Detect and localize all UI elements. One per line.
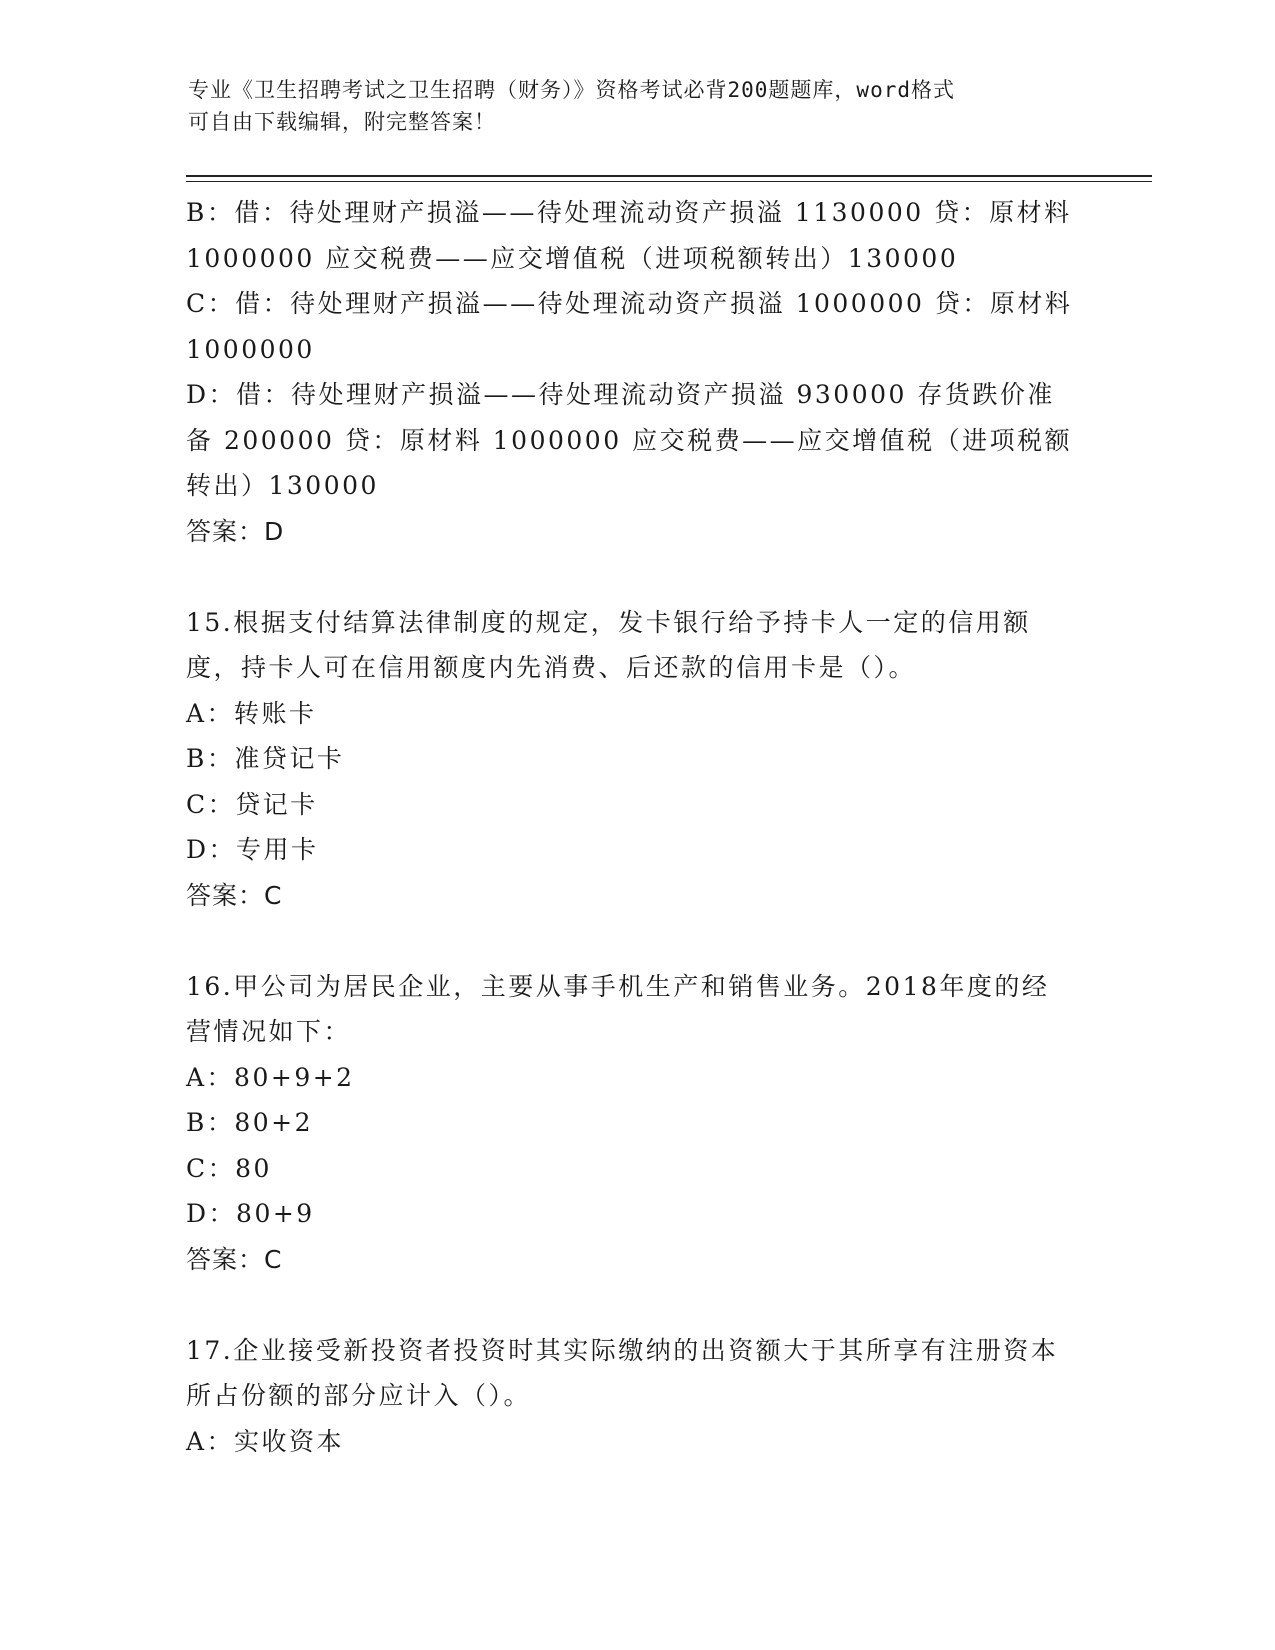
option-b: B：80+2 bbox=[186, 1108, 314, 1137]
question-stem: 15.根据支付结算法律制度的规定，发卡银行给予持卡人一定的信用额度，持卡人可在信用额度内先消费、后还款的信用卡是（）。 bbox=[186, 607, 1031, 682]
option-d: D：借：待处理财产损溢——待处理流动资产损溢 930000 存货跌价准备 200000 贷：原材料 1000000 应交税费——应交增值税（进项税额转出）130000 bbox=[186, 380, 1073, 500]
answer: 答案：C bbox=[186, 1244, 283, 1274]
answer: 答案：C bbox=[186, 880, 283, 910]
option-c: C：80 bbox=[186, 1153, 272, 1183]
option-c: C：贷记卡 bbox=[186, 789, 318, 819]
answer: 答案：D bbox=[186, 516, 285, 546]
option-b: B：准贷记卡 bbox=[186, 744, 345, 773]
option-a: A：转账卡 bbox=[186, 698, 317, 728]
spacer bbox=[186, 1282, 1076, 1328]
question-16 bbox=[186, 964, 1076, 1283]
document-header bbox=[188, 74, 1088, 138]
header-title-line-2: 可自由下载编辑，附完整答案！ bbox=[188, 110, 496, 134]
question-stem: 16.甲公司为居民企业，主要从事手机生产和销售业务。2018年度的经营情况如下： bbox=[186, 971, 1050, 1046]
header-divider-thin bbox=[186, 181, 1152, 182]
option-d: D：专用卡 bbox=[186, 835, 319, 864]
question-content bbox=[186, 190, 1076, 1464]
option-a: A：80+9+2 bbox=[186, 1062, 355, 1092]
question-17 bbox=[186, 1328, 1076, 1465]
spacer bbox=[186, 918, 1076, 964]
question-stem: 17.企业接受新投资者投资时其实际缴纳的出资额大于其所享有注册资本所占份额的部分应计入（）。 bbox=[186, 1335, 1059, 1410]
spacer bbox=[186, 554, 1076, 600]
header-title-line-1: 专业《卫生招聘考试之卫生招聘（财务）》资格考试必背200题题库，word格式 bbox=[188, 78, 955, 102]
header-divider-thick bbox=[186, 175, 1152, 177]
question-14-continued bbox=[186, 190, 1076, 554]
option-c: C：借：待处理财产损溢——待处理流动资产损溢 1000000 贷：原材料 1000000 bbox=[186, 289, 1073, 364]
option-d: D：80+9 bbox=[186, 1199, 315, 1228]
option-a: A：实收资本 bbox=[186, 1426, 345, 1456]
question-15 bbox=[186, 600, 1076, 919]
option-b: B：借：待处理财产损溢——待处理流动资产损溢 1130000 贷：原材料 1000000 应交税费——应交增值税（进项税额转出）130000 bbox=[186, 198, 1072, 273]
